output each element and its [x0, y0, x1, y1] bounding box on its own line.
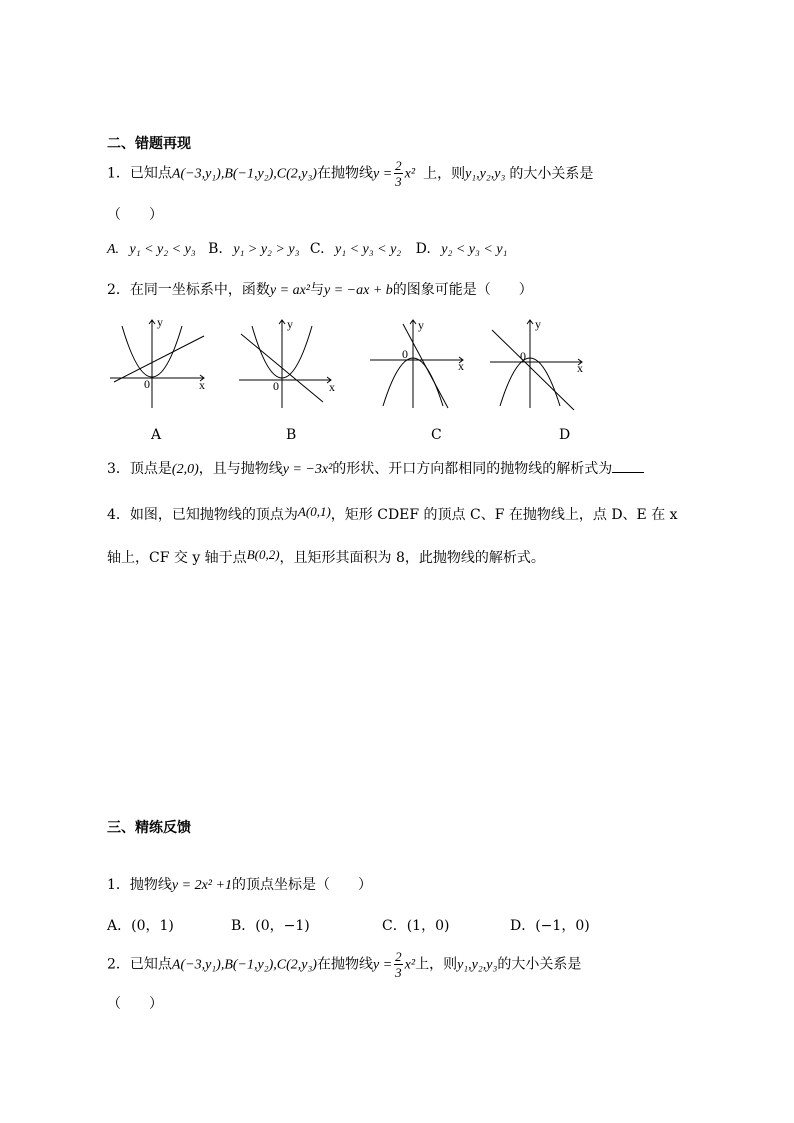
q4-point-b: B(0,2): [246, 547, 280, 562]
s3-q2-suffix2: 的大小关系是: [497, 956, 582, 973]
opt-b-label: B.: [208, 241, 223, 257]
s3-q2-mid: 在抛物线: [316, 956, 373, 973]
graph-d-label: D: [559, 427, 571, 443]
s3-opt-b: B．(0，−1): [231, 918, 310, 934]
q2-suffix: 的图象可能是（ ）: [392, 282, 533, 298]
y-label: y: [157, 315, 163, 329]
q1-vars: y₁,y₂,y₃: [465, 166, 506, 182]
opt-c: y₁ < y₃ < y₂: [335, 242, 402, 257]
y-label: y: [535, 317, 541, 331]
q2-f2: y = −ax + b: [324, 283, 393, 298]
q1-frac-num: 2: [395, 158, 402, 173]
s3-q2-frac-num: 2: [395, 949, 402, 964]
s3-q2-points: A(−3,y₁),B(−1,y₂),C(2,y₃): [171, 957, 317, 973]
y-label: y: [287, 317, 293, 331]
q1-points: A(−3,y₁),B(−1,y₂),C(2,y₃): [171, 166, 317, 182]
x-label: x: [577, 361, 583, 375]
x-label: x: [458, 359, 464, 373]
graph-d: [488, 316, 588, 411]
s3-q2-eq-lhs: y =: [372, 957, 393, 973]
s3-q2-answer-paren: （ ）: [107, 996, 163, 1012]
opt-d: y₂ < y₃ < y₁: [441, 242, 508, 257]
graph-b: [237, 316, 337, 411]
origin-label: 0: [273, 379, 279, 393]
q1-suffix1: 上，则: [423, 165, 466, 182]
s3-q2-vars: y₁,y₂,y₃: [457, 957, 498, 973]
line: [403, 324, 448, 408]
question-4-line-2: [107, 548, 545, 565]
opt-a: y₁ < y₂ < y₃: [129, 242, 196, 257]
opt-b: y₁ > y₂ > y₃: [233, 242, 300, 257]
s3-q2-frac-den: 3: [395, 965, 402, 980]
origin-label: 0: [520, 349, 526, 363]
q3-prefix: 3．顶点是: [107, 461, 172, 477]
s3-question-2-line: [107, 950, 581, 979]
section-heading-2: 二、错题再现: [107, 136, 191, 152]
q1-suffix2: 的大小关系是: [509, 165, 594, 182]
x-label: x: [329, 380, 335, 394]
q3-eq: y = −3x²: [282, 462, 333, 477]
graph-b-label: B: [286, 427, 297, 443]
x-label: x: [199, 378, 205, 392]
q1-options: [107, 242, 507, 257]
q4-line1-prefix: 4．如图，已知抛物线的顶点为: [107, 507, 298, 523]
s3-q1-suffix: 的顶点坐标是（ ）: [231, 877, 372, 893]
s3-question-1-line: [107, 878, 372, 893]
s3-q1-eq: y = 2x² +1: [171, 878, 232, 893]
section-heading-3: 三、精练反馈: [107, 820, 191, 836]
opt-c-label: C.: [309, 241, 325, 257]
q3-point: (2,0): [171, 462, 199, 477]
graph-a: [108, 316, 208, 411]
s3-q2-eq-rhs: x²: [404, 957, 416, 973]
origin-label: 0: [402, 347, 408, 361]
s3-opt-a: A．(0，1): [107, 918, 174, 934]
question-1-line: [107, 159, 593, 188]
q2-f1: y = ax²: [269, 283, 310, 298]
q4-line1-suffix: ，矩形 CDEF 的顶点 C、F 在抛物线上，点 D、E 在 x: [330, 507, 678, 523]
graph-c: [368, 316, 468, 411]
q1-mid: 在抛物线: [316, 165, 373, 182]
q4-line2-suffix: ，且矩形其面积为 8，此抛物线的解析式。: [279, 550, 545, 566]
s3-opt-d: D．(−1，0): [510, 918, 590, 934]
q3-mid: ，且与抛物线: [198, 461, 283, 477]
s3-q2-fraction: [394, 950, 403, 979]
q1-prefix: 1．已知点: [107, 165, 172, 182]
graph-c-label: C: [431, 427, 442, 443]
s3-q2-suffix1: 上，则: [415, 956, 458, 973]
s3-q2-prefix: 2．已知点: [107, 956, 172, 973]
question-4-line-1: [107, 505, 678, 522]
graph-a-label: A: [151, 427, 162, 443]
line: [492, 330, 574, 410]
q4-point-a: A(0,1): [297, 504, 331, 519]
q1-eq-rhs: x²: [404, 166, 416, 182]
q1-eq-lhs: y =: [372, 166, 393, 182]
opt-a-label: A.: [107, 242, 120, 257]
s3-opt-c: C．(1，0): [382, 918, 450, 934]
question-3-line: [107, 460, 644, 477]
q3-answer-blank: [612, 460, 644, 473]
question-2-line: [107, 283, 533, 298]
q1-frac-den: 3: [395, 174, 402, 189]
q4-line2-prefix: 轴上，CF 交 y 轴于点: [107, 550, 247, 566]
s3-q1-prefix: 1．抛物线: [107, 877, 172, 893]
opt-d-label: D.: [415, 241, 431, 257]
q1-answer-paren: （ ）: [107, 207, 163, 223]
origin-label: 0: [144, 377, 150, 391]
y-label: y: [418, 318, 424, 332]
q1-fraction: [394, 159, 403, 188]
q3-suffix: 的形状、开口方向都相同的抛物线的解析式为: [332, 461, 613, 477]
q2-prefix: 2．在同一坐标系中，函数: [107, 282, 270, 298]
q2-mid: 与: [310, 282, 324, 298]
